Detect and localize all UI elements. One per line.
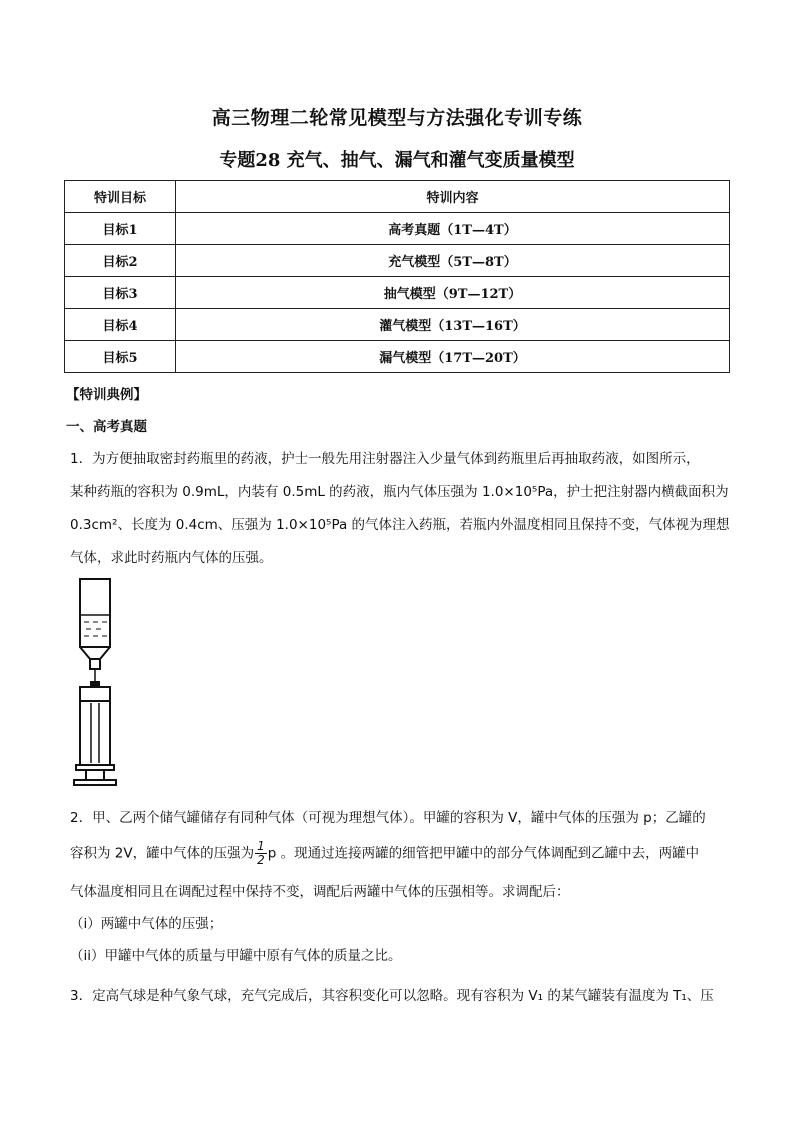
table-cell: 高考真题（1T—4T）	[176, 213, 730, 245]
q3-line: 3．定高气球是种气象气球，充气完成后，其容积变化可以忽略。现有容积为 V₁ 的某气罐装有温度为 T₁、压	[70, 988, 714, 1004]
fraction-numerator: 1	[257, 839, 265, 853]
fraction-denominator: 2	[257, 853, 265, 867]
table-cell: 目标5	[65, 341, 176, 373]
table-header-cell: 特训目标	[65, 181, 176, 213]
table-header-row	[65, 181, 730, 213]
q1-line: 1．为方便抽取密封药瓶里的药液，护士一般先用注射器注入少量气体到药瓶里后再抽取药液，如图所示，	[70, 451, 700, 467]
q2-line	[70, 840, 699, 867]
q2-text: 容积为 2V，罐中气体的压强为	[70, 845, 255, 862]
table-header-cell: 特训内容	[176, 181, 730, 213]
q2-subquestion-i: （i）两罐中气体的压强；	[70, 916, 223, 932]
table-cell: 目标1	[65, 213, 176, 245]
syringe-vial-illustration	[72, 575, 142, 790]
syringe-vial-figure	[72, 575, 142, 794]
q1-line: 气体，求此时药瓶内气体的压强。	[70, 550, 273, 566]
table-cell: 目标3	[65, 277, 176, 309]
table-row	[65, 309, 730, 341]
goals-table	[64, 180, 730, 373]
table-cell: 漏气模型（17T—20T）	[176, 341, 730, 373]
q1-line: 某种药瓶的容积为 0.9mL，内装有 0.5mL 的药液，瓶内气体压强为 1.0×10⁵Pa，护士把注射器内横截面积为	[70, 484, 729, 500]
table-cell: 目标2	[65, 245, 176, 277]
section-examples: 【特训典例】	[66, 387, 147, 403]
q2-line: 2．甲、乙两个储气罐储存有同种气体（可视为理想气体）。甲罐的容积为 V，罐中气体的压强为 p；乙罐的	[70, 810, 706, 826]
q2-line: 气体温度相同且在调配过程中保持不变，调配后两罐中气体的压强相等。求调配后：	[70, 884, 570, 900]
table-cell: 灌气模型（13T—16T）	[176, 309, 730, 341]
page-subtitle: 专题28 充气、抽气、漏气和灌气变质量模型	[219, 150, 575, 171]
table-row	[65, 277, 730, 309]
table-row	[65, 341, 730, 373]
table-cell: 抽气模型（9T—12T）	[176, 277, 730, 309]
q2-text: p 。现通过连接两罐的细管把甲罐中的部分气体调配到乙罐中去，两罐中	[267, 845, 700, 862]
q1-line: 0.3cm²、长度为 0.4cm、压强为 1.0×10⁵Pa 的气体注入药瓶，若瓶内外温度相同且保持不变，气体视为理想	[70, 517, 730, 533]
table-row	[65, 213, 730, 245]
section-gaokao: 一、高考真题	[66, 419, 147, 435]
table-cell: 充气模型（5T—8T）	[176, 245, 730, 277]
page-title: 高三物理二轮常见模型与方法强化专训专练	[211, 107, 583, 129]
table-row	[65, 245, 730, 277]
q2-subquestion-ii: （ii）甲罐中气体的质量与甲罐中原有气体的质量之比。	[70, 948, 402, 964]
table-cell: 目标4	[65, 309, 176, 341]
fraction-half	[255, 840, 267, 867]
